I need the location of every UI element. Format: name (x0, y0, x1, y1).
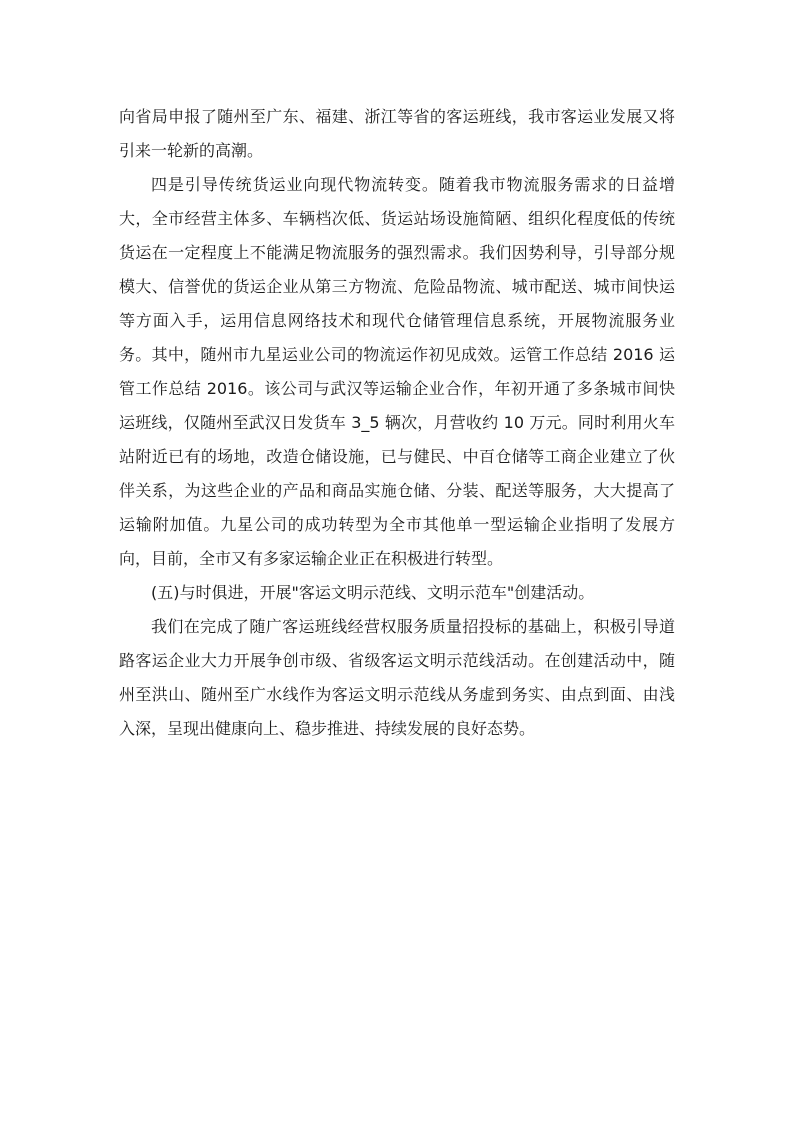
paragraph-continuation: 向省局申报了随州至广东、福建、浙江等省的客运班线，我市客运业发展又将引来一轮新的高潮。 (119, 107, 675, 160)
paragraph-civilized-route-activity: 我们在完成了随广客运班线经营权服务质量招投标的基础上，积极引导道路客运企业大力开展争创市级、省级客运文明示范线活动。在创建活动中，随州至洪山、随州至广水线作为客运文明示范线从务虚到务实、由点到面、由浅入深，呈现出健康向上、稳步推进、持续发展的良好态势。 (119, 617, 675, 738)
section-heading-civilized-route: (五)与时俱进，开展"客运文明示范线、文明示范车"创建活动。 (151, 583, 595, 602)
document-body (119, 100, 675, 746)
paragraph-logistics-transition: 四是引导传统货运业向现代物流转变。随着我市物流服务需求的日益增大，全市经营主体多、车辆档次低、货运站场设施简陋、组织化程度低的传统货运在一定程度上不能满足物流服务的强烈需求。我们因势利导，引导部分规模大、信誉优的货运企业从第三方物流、危险品物流、城市配送、城市间快运等方面入手，运用信息网络技术和现代仓储管理信息系统，开展物流服务业务。其中，随州市九星运业公司的物流运作初见成效。运管工作总结 2016 运管工作总结 2016。该公司与武汉等运输企业合作，年初开通了多条城市间快运班线，仅随州至武汉日发货车 3_5 辆次，月营收约 10 万元。同时利用火车站附近已有的场地，改造仓储设施，已与健民、中百仓储等工商企业建立了伙伴关系，为这些企业的产品和商品实施仓储、分装、配送等服务，大大提高了运输附加值。九星公司的成功转型为全市其他单一型运输企业指明了发展方向，目前，全市又有多家运输企业正在积极进行转型。 (119, 175, 675, 568)
